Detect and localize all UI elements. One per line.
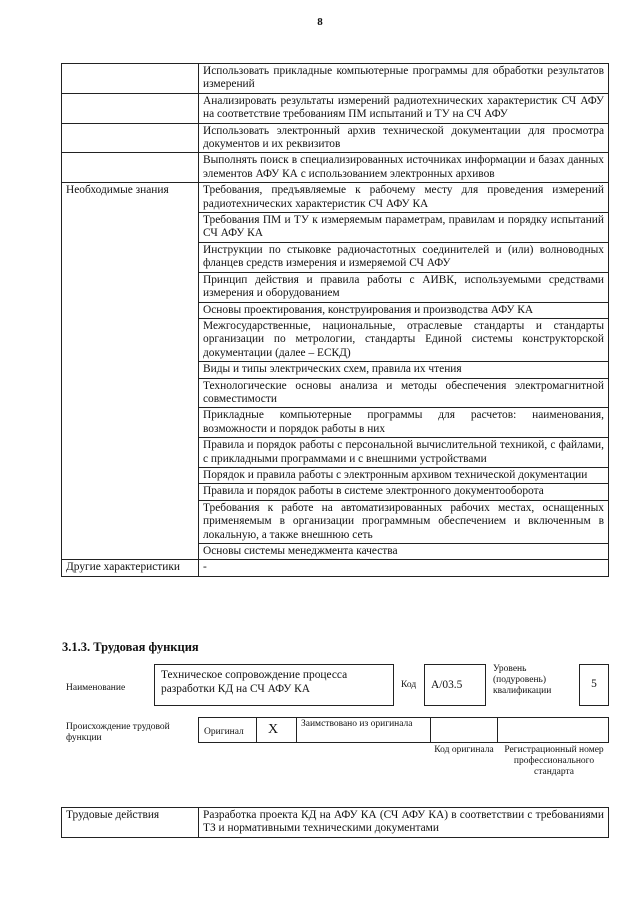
reg-caption: Регистрационный номер профессионального стандарта [504,745,604,777]
label-cell-empty [62,93,199,123]
original-label: Оригинал [204,727,244,737]
knowledge-row: Требования к работе на автоматизированных рабочих местах, оснащенных применяемым в организации программным обеспечением и включенным в локальную, а также внешнюю сеть [199,500,609,543]
requirements-table [61,63,609,577]
other-label: Другие характеристики [62,560,199,576]
borrowed-label: Заимствовано из оригинала [301,719,413,729]
knowledge-row: Основы проектирования, конструирования и производства АФУ КА [199,302,609,318]
knowledge-row: Принцип действия и правила работы с АИВК, используемыми средствами измерения и оборудованием [199,272,609,302]
level-value-box: 5 [579,664,609,706]
divider [296,717,297,743]
table-row [62,153,609,183]
other-value: - [199,560,609,576]
knowledge-label: Необходимые знания [62,183,199,560]
label-cell-empty [62,64,199,94]
table-row [62,560,609,576]
action-row: Разработка проекта КД на АФУ КА (СЧ АФУ КА) в соответствии с требованиями ТЗ и нормативными техническими документами [199,808,609,838]
level-label: Уровень (подуровень) квалификации [493,664,552,696]
knowledge-row: Порядок и правила работы с электронным архивом технической документации [199,467,609,483]
label-cell-empty [62,123,199,153]
actions-label: Трудовые действия [62,808,199,838]
actions-table [61,807,609,838]
table-row [62,64,609,94]
code-caption: Код оригинала [434,745,494,755]
skill-row: Использовать прикладные компьютерные программы для обработки результатов измерений [199,64,609,94]
name-label: Наименование [66,683,126,693]
skill-row: Использовать электронный архив технической документации для просмотра документов и их реквизитов [199,123,609,153]
original-mark: X [268,722,279,737]
knowledge-row: Требования ПМ и ТУ к измеряемым параметрам, правилам и порядку испытаний СЧ АФУ КА [199,213,609,243]
divider [430,717,431,743]
function-code-box: A/03.5 [424,664,486,706]
knowledge-row: Прикладные компьютерные программы для расчетов: наименования, возможности и порядок работы в них [199,408,609,438]
knowledge-row: Требования, предъявляемые к рабочему месту для проведения измерений радиотехнических характеристик СЧ АФУ КА [199,183,609,213]
knowledge-row: Межгосударственные, национальные, отраслевые стандарты и стандарты организации по метрологии, стандарты Единой системы конструкторской документации (далее – ЕСКД) [199,318,609,361]
skill-row: Выполнять поиск в специализированных источниках информации и базах данных элементов АФУ КА с использованием электронных архивов [199,153,609,183]
divider [256,717,257,743]
knowledge-row: Виды и типы электрических схем, правила их чтения [199,362,609,378]
origin-label: Происхождение трудовой функции [66,722,170,743]
knowledge-row: Технологические основы анализа и методы обеспечения электромагнитной совместимости [199,378,609,408]
knowledge-row: Инструкции по стыковке радиочастотных соединителей и (или) волноводных фланцев средств измерения и измеряемой СЧ АФУ [199,242,609,272]
section-title: 3.1.3. Трудовая функция [62,640,199,654]
table-row [62,93,609,123]
code-label: Код [401,680,417,690]
knowledge-row: Правила и порядок работы с персональной вычислительной техникой, с файлами, с прикладными программами и с внешними устройствами [199,438,609,468]
skill-row: Анализировать результаты измерений радиотехнических характеристик СЧ АФУ на соответствие требованиям ПМ испытаний и ТУ на СЧ АФУ [199,93,609,123]
table-row [62,183,609,213]
function-name-box: Техническое сопровождение процесса разработки КД на СЧ АФУ КА [154,664,394,706]
page-number: 8 [317,16,323,28]
label-cell-empty [62,153,199,183]
divider [497,717,498,743]
knowledge-row: Правила и порядок работы в системе электронного документооборота [199,484,609,500]
table-row [62,808,609,838]
table-row [62,123,609,153]
knowledge-row: Основы системы менеджмента качества [199,544,609,560]
